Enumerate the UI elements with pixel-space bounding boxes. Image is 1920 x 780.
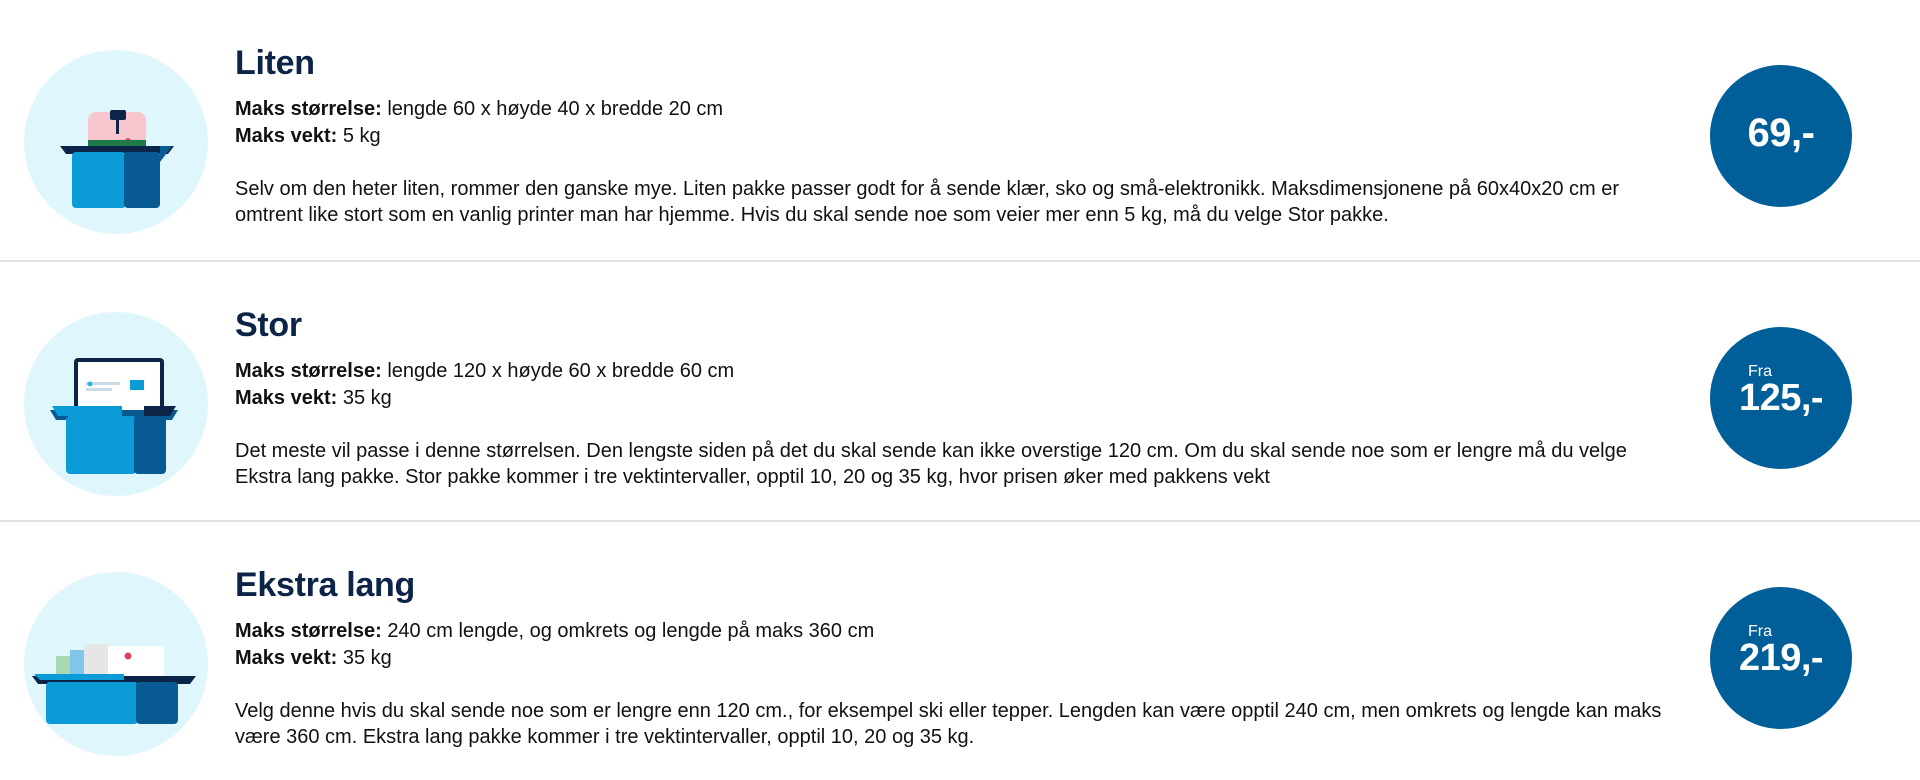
max-size-line	[235, 618, 1665, 645]
max-size-value: lengde 120 x høyde 60 x bredde 60 cm	[387, 360, 735, 382]
price-prefix: Fra	[1748, 623, 1772, 640]
package-content	[235, 564, 1665, 750]
max-weight-value: 35 kg	[342, 387, 392, 409]
package-title: Stor	[235, 306, 302, 344]
max-size-line	[235, 96, 1665, 123]
max-weight-label: Maks vekt:	[235, 387, 338, 409]
package-title: Ekstra lang	[235, 566, 415, 604]
max-size-value: 240 cm lengde, og omkrets og lengde på maks 360 cm	[387, 620, 875, 642]
max-weight-label: Maks vekt:	[235, 647, 338, 669]
package-description: Selv om den heter liten, rommer den ganske mye. Liten pakke passer godt for å sende klær, sko og små-elektronikk. Maksdimensjonene på 60x40x20 cm er omtrent like stort som en vanlig printer man har hjemme. Hvis du skal sende noe som veier mer enn 5 kg, må du velge Stor pakke.	[235, 178, 1620, 226]
package-description: Det meste vil passe i denne størrelsen. Den lengste siden på det du skal sende kan ikke overstige 120 cm. Om du skal sende noe som er lengre må du velge Ekstra lang pakke. Stor pakke kommer i tre vektintervaller, opptil 10, 20 og 35 kg, hvor prisen øker med pakkens vekt	[235, 440, 1627, 488]
max-size-line	[235, 358, 1665, 385]
max-weight-line	[235, 385, 1665, 412]
package-description: Velg denne hvis du skal sende noe som er lengre enn 120 cm., for eksempel ski eller tepper. Lengden kan være opptil 240 cm, men omkrets og lengde kan maks være 360 cm. Ekstra lang pakke kommer i tre vektintervaller, opptil 10, 20 og 35 kg.	[235, 700, 1662, 748]
max-size-label: Maks størrelse:	[235, 360, 382, 382]
max-size-value: lengde 60 x høyde 40 x bredde 20 cm	[387, 98, 724, 120]
package-title: Liten	[235, 44, 315, 82]
box-with-monitor-icon	[24, 312, 208, 496]
price-amount: 219,-	[1738, 637, 1824, 679]
package-row-ekstra-lang	[0, 520, 1920, 780]
max-size-label: Maks størrelse:	[235, 620, 382, 642]
max-weight-line	[235, 645, 1665, 672]
max-size-label: Maks størrelse:	[235, 98, 382, 120]
price-amount: 125,-	[1738, 377, 1824, 419]
price-badge	[1710, 587, 1852, 729]
price-prefix: Fra	[1748, 363, 1772, 380]
price-amount: 69,-	[1747, 111, 1815, 155]
price-badge	[1710, 65, 1852, 207]
max-weight-value: 5 kg	[342, 125, 381, 147]
package-row-stor	[0, 260, 1920, 520]
package-content	[235, 42, 1665, 228]
max-weight-value: 35 kg	[342, 647, 392, 669]
max-weight-line	[235, 123, 1665, 150]
box-with-shirt-icon	[24, 50, 208, 234]
long-box-icon	[24, 572, 208, 756]
price-badge	[1710, 327, 1852, 469]
max-weight-label: Maks vekt:	[235, 125, 338, 147]
package-row-liten	[0, 0, 1920, 260]
package-content	[235, 304, 1665, 490]
